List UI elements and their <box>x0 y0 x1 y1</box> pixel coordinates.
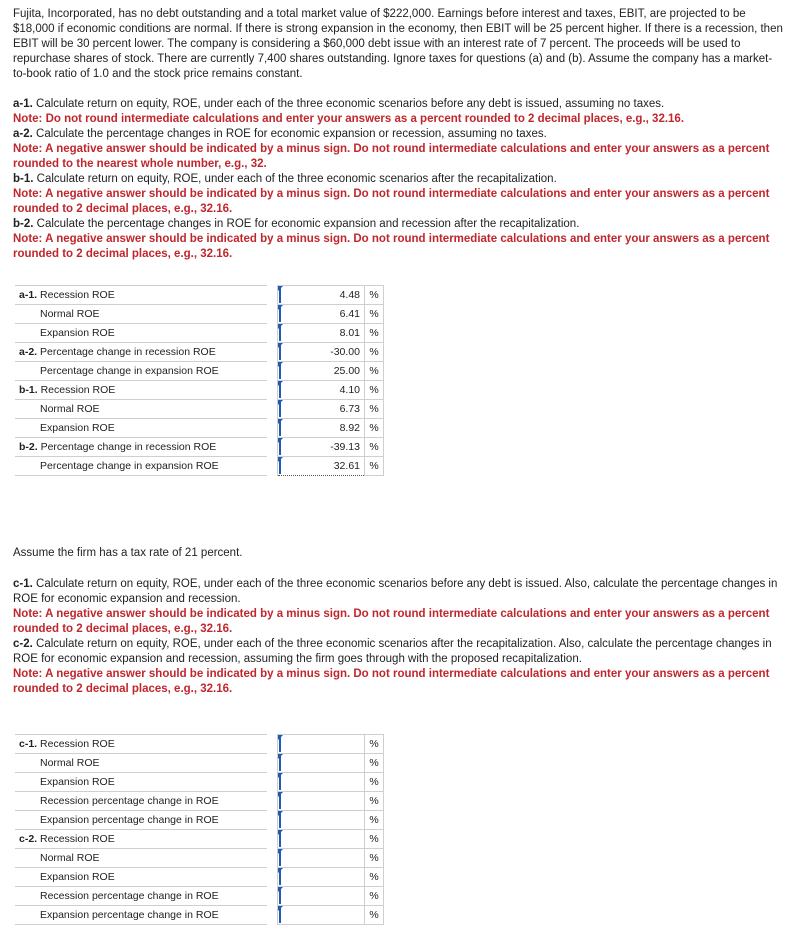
row-label <box>15 286 267 305</box>
a1-text: Calculate return on equity, ROE, under each of the three economic scenarios before any debt is issued, assuming no taxes. <box>32 98 665 110</box>
row-label-text: Expansion ROE <box>40 422 115 434</box>
input-box[interactable] <box>279 907 363 923</box>
b1-tag: b-1. <box>13 173 34 185</box>
input-value[interactable]: 6.41 <box>339 308 360 320</box>
row-label-text: Percentage change in recession ROE <box>40 441 217 453</box>
c2-text: Calculate return on equity, ROE, under each of the three economic scenarios after the recapitalization. Also, calculate the percentage changes in ROE for economic expansion and recession, assuming the firm goes through with the proposed recapitalization. <box>13 638 772 665</box>
input-corner-marker <box>278 792 283 797</box>
spacer <box>267 457 278 476</box>
row-label <box>15 457 267 476</box>
table-row <box>15 754 384 773</box>
input-corner-marker <box>278 849 283 854</box>
spacer <box>267 286 278 305</box>
row-label <box>15 754 267 773</box>
spacer <box>267 362 278 381</box>
percent-unit: % <box>365 419 384 438</box>
row-label-text: Normal ROE <box>40 852 100 864</box>
row-label <box>15 362 267 381</box>
percent-unit: % <box>365 381 384 400</box>
row-tag: c-1. <box>19 738 38 750</box>
row-label-text: Expansion percentage change in ROE <box>40 909 219 921</box>
answer-input[interactable] <box>278 887 365 906</box>
percent-unit: % <box>365 324 384 343</box>
b2-note: Note: A negative answer should be indicated by a minus sign. Do not round intermediate calculations and enter your answers as a percent rounded to 2 decimal places, e.g., 32.16. <box>13 233 770 260</box>
spacer <box>267 868 278 887</box>
spacer <box>267 438 278 457</box>
input-corner-marker <box>278 324 283 329</box>
problem-intro: Fujita, Incorporated, has no debt outstanding and a total market value of $222,000. Earnings before interest and taxes, EBIT, are projected to be $18,000 if economic conditions are normal. If there is strong expansion in the economy, then EBIT will be 25 percent higher. If there is a recession, then EBIT will be 30 percent lower. The company is considering a $60,000 debt issue with an interest rate of 7 percent. The proceeds will be used to repurchase shares of stock. There are currently 7,400 shares outstanding. Ignore taxes for questions (a) and (b). Assume the company has a market-to-book ratio of 1.0 and the stock price remains constant. <box>13 8 783 80</box>
answer-input[interactable] <box>278 773 365 792</box>
table-row <box>15 811 384 830</box>
spacer <box>267 735 278 754</box>
percent-unit: % <box>365 457 384 476</box>
spacer <box>267 811 278 830</box>
a1-tag: a-1. <box>13 98 33 110</box>
answer-table-c <box>15 734 384 925</box>
row-label-text: Normal ROE <box>40 757 100 769</box>
input-corner-marker <box>278 343 283 348</box>
input-value[interactable]: 8.01 <box>339 327 360 339</box>
b1-text: Calculate return on equity, ROE, under each of the three economic scenarios after the recapitalization. <box>33 173 557 185</box>
row-label-text: Recession ROE <box>40 833 115 845</box>
c1-text: Calculate return on equity, ROE, under each of the three economic scenarios before any debt is issued. Also, calculate the percentage changes in ROE for economic expansion and recession. <box>13 578 778 605</box>
spacer <box>267 773 278 792</box>
spacer <box>267 792 278 811</box>
answer-input[interactable] <box>278 735 365 754</box>
percent-unit: % <box>365 868 384 887</box>
row-label <box>15 324 267 343</box>
percent-unit: % <box>365 754 384 773</box>
percent-unit: % <box>365 735 384 754</box>
table-row <box>15 735 384 754</box>
percent-unit: % <box>365 887 384 906</box>
input-box[interactable] <box>279 850 363 866</box>
input-corner-marker <box>278 419 283 424</box>
c2-tag: c-2. <box>13 638 33 650</box>
row-label-text: Recession percentage change in ROE <box>40 890 219 902</box>
table-row <box>15 457 384 476</box>
spacer <box>267 887 278 906</box>
c1-tag: c-1. <box>13 578 33 590</box>
answer-table-ab <box>15 285 384 476</box>
table-row <box>15 343 384 362</box>
percent-unit: % <box>365 286 384 305</box>
input-corner-marker <box>278 735 283 740</box>
input-value[interactable]: 32.61 <box>333 460 360 472</box>
percent-unit: % <box>365 792 384 811</box>
input-corner-marker <box>278 438 283 443</box>
row-label <box>15 906 267 925</box>
input-corner-marker <box>278 830 283 835</box>
spacer <box>267 754 278 773</box>
input-corner-marker <box>278 773 283 778</box>
answer-input[interactable] <box>278 305 365 324</box>
row-label-text: Percentage change in recession ROE <box>40 346 216 358</box>
row-label <box>15 381 267 400</box>
table-row <box>15 400 384 419</box>
input-corner-marker <box>278 868 283 873</box>
input-corner-marker <box>278 305 283 310</box>
spacer <box>267 400 278 419</box>
row-label-text: Normal ROE <box>40 308 100 320</box>
a2-note: Note: A negative answer should be indicated by a minus sign. Do not round intermediate calculations and enter your answers as a percent rounded to the nearest whole number, e.g., 32. <box>13 143 770 170</box>
row-tag: c-2. <box>19 833 38 845</box>
percent-unit: % <box>365 906 384 925</box>
question-block-c <box>13 577 783 697</box>
table-row <box>15 419 384 438</box>
input-corner-marker <box>278 887 283 892</box>
input-corner-marker <box>278 381 283 386</box>
row-label-text: Expansion ROE <box>40 776 115 788</box>
input-corner-marker <box>278 811 283 816</box>
row-tag: b-2. <box>19 441 38 453</box>
row-label <box>15 419 267 438</box>
row-label <box>15 305 267 324</box>
percent-unit: % <box>365 362 384 381</box>
answer-input[interactable] <box>278 419 365 438</box>
table-row <box>15 324 384 343</box>
row-label <box>15 343 267 362</box>
spacer <box>267 849 278 868</box>
answer-input[interactable] <box>278 324 365 343</box>
answer-input[interactable] <box>278 906 365 925</box>
row-label <box>15 849 267 868</box>
row-label-text: Expansion ROE <box>40 327 115 339</box>
table-row <box>15 830 384 849</box>
input-value[interactable]: 6.73 <box>339 403 360 415</box>
table-row <box>15 849 384 868</box>
row-label <box>15 735 267 754</box>
question-block-ab <box>13 97 783 262</box>
b1-note: Note: A negative answer should be indicated by a minus sign. Do not round intermediate calculations and enter your answers as a percent rounded to 2 decimal places, e.g., 32.16. <box>13 188 770 215</box>
row-tag: a-1. <box>19 289 38 301</box>
input-value[interactable]: 8.92 <box>339 422 360 434</box>
answer-input[interactable] <box>278 381 365 400</box>
tax-note: Assume the firm has a tax rate of 21 percent. <box>13 547 243 559</box>
percent-unit: % <box>365 400 384 419</box>
table-row <box>15 906 384 925</box>
spacer <box>267 419 278 438</box>
a2-tag: a-2. <box>13 128 33 140</box>
answer-input[interactable] <box>278 868 365 887</box>
row-label-text: Percentage change in expansion ROE <box>40 365 219 377</box>
answer-input[interactable] <box>278 811 365 830</box>
row-label-text: Expansion ROE <box>40 871 115 883</box>
answer-input[interactable] <box>278 286 365 305</box>
percent-unit: % <box>365 811 384 830</box>
input-box[interactable] <box>279 831 363 847</box>
row-label <box>15 811 267 830</box>
a1-note: Note: Do not round intermediate calculations and enter your answers as a percent rounded to 2 decimal places, e.g., 32.16. <box>13 113 685 125</box>
percent-unit: % <box>365 830 384 849</box>
input-value[interactable]: -39.13 <box>330 441 360 453</box>
answer-input[interactable] <box>278 343 365 362</box>
input-value[interactable]: -30.00 <box>330 346 360 358</box>
row-label <box>15 830 267 849</box>
table-row <box>15 362 384 381</box>
b2-text: Calculate the percentage changes in ROE for economic expansion and recession after the recapitalization. <box>33 218 580 230</box>
a2-text: Calculate the percentage changes in ROE for economic expansion or recession, assuming no taxes. <box>32 128 547 140</box>
row-label-text: Recession ROE <box>40 384 116 396</box>
answer-input[interactable] <box>278 438 365 457</box>
b2-tag: b-2. <box>13 218 34 230</box>
answer-input[interactable] <box>278 362 365 381</box>
input-box[interactable] <box>279 793 363 809</box>
input-box[interactable] <box>279 774 363 790</box>
spacer <box>267 906 278 925</box>
row-label-text: Recession ROE <box>40 738 115 750</box>
table-row <box>15 381 384 400</box>
input-corner-marker <box>278 754 283 759</box>
input-value[interactable]: 25.00 <box>333 365 360 377</box>
input-corner-marker <box>278 457 283 462</box>
input-box[interactable] <box>279 888 363 904</box>
table-row <box>15 887 384 906</box>
c2-note: Note: A negative answer should be indicated by a minus sign. Do not round intermediate calculations and enter your answers as a percent rounded to 2 decimal places, e.g., 32.16. <box>13 668 770 695</box>
input-corner-marker <box>278 906 283 911</box>
row-tag: b-1. <box>19 384 38 396</box>
row-label-text: Percentage change in expansion ROE <box>40 460 219 472</box>
input-box[interactable] <box>279 755 363 771</box>
input-corner-marker <box>278 400 283 405</box>
row-label <box>15 773 267 792</box>
row-tag: a-2. <box>19 346 38 358</box>
spacer <box>267 305 278 324</box>
answer-input[interactable] <box>278 457 365 476</box>
answer-input[interactable] <box>278 792 365 811</box>
percent-unit: % <box>365 773 384 792</box>
table-row <box>15 868 384 887</box>
spacer <box>267 381 278 400</box>
row-label <box>15 887 267 906</box>
spacer <box>267 830 278 849</box>
row-label-text: Recession percentage change in ROE <box>40 795 219 807</box>
percent-unit: % <box>365 849 384 868</box>
row-label-text: Expansion percentage change in ROE <box>40 814 219 826</box>
answer-input[interactable] <box>278 830 365 849</box>
answer-input[interactable] <box>278 400 365 419</box>
table-row <box>15 773 384 792</box>
row-label <box>15 400 267 419</box>
percent-unit: % <box>365 343 384 362</box>
row-label-text: Recession ROE <box>40 289 115 301</box>
row-label <box>15 868 267 887</box>
row-label <box>15 792 267 811</box>
input-box[interactable] <box>279 736 363 752</box>
percent-unit: % <box>365 305 384 324</box>
input-box[interactable] <box>279 812 363 828</box>
table-row <box>15 792 384 811</box>
row-label <box>15 438 267 457</box>
table-row <box>15 286 384 305</box>
table-row <box>15 438 384 457</box>
input-value[interactable]: 4.48 <box>339 289 360 301</box>
input-box[interactable] <box>279 869 363 885</box>
percent-unit: % <box>365 438 384 457</box>
row-label-text: Normal ROE <box>40 403 100 415</box>
input-corner-marker <box>278 362 283 367</box>
input-corner-marker <box>278 286 283 291</box>
answer-input[interactable] <box>278 849 365 868</box>
c1-note: Note: A negative answer should be indicated by a minus sign. Do not round intermediate calculations and enter your answers as a percent rounded to 2 decimal places, e.g., 32.16. <box>13 608 770 635</box>
spacer <box>267 324 278 343</box>
input-value[interactable]: 4.10 <box>339 384 360 396</box>
spacer <box>267 343 278 362</box>
table-row <box>15 305 384 324</box>
answer-input[interactable] <box>278 754 365 773</box>
